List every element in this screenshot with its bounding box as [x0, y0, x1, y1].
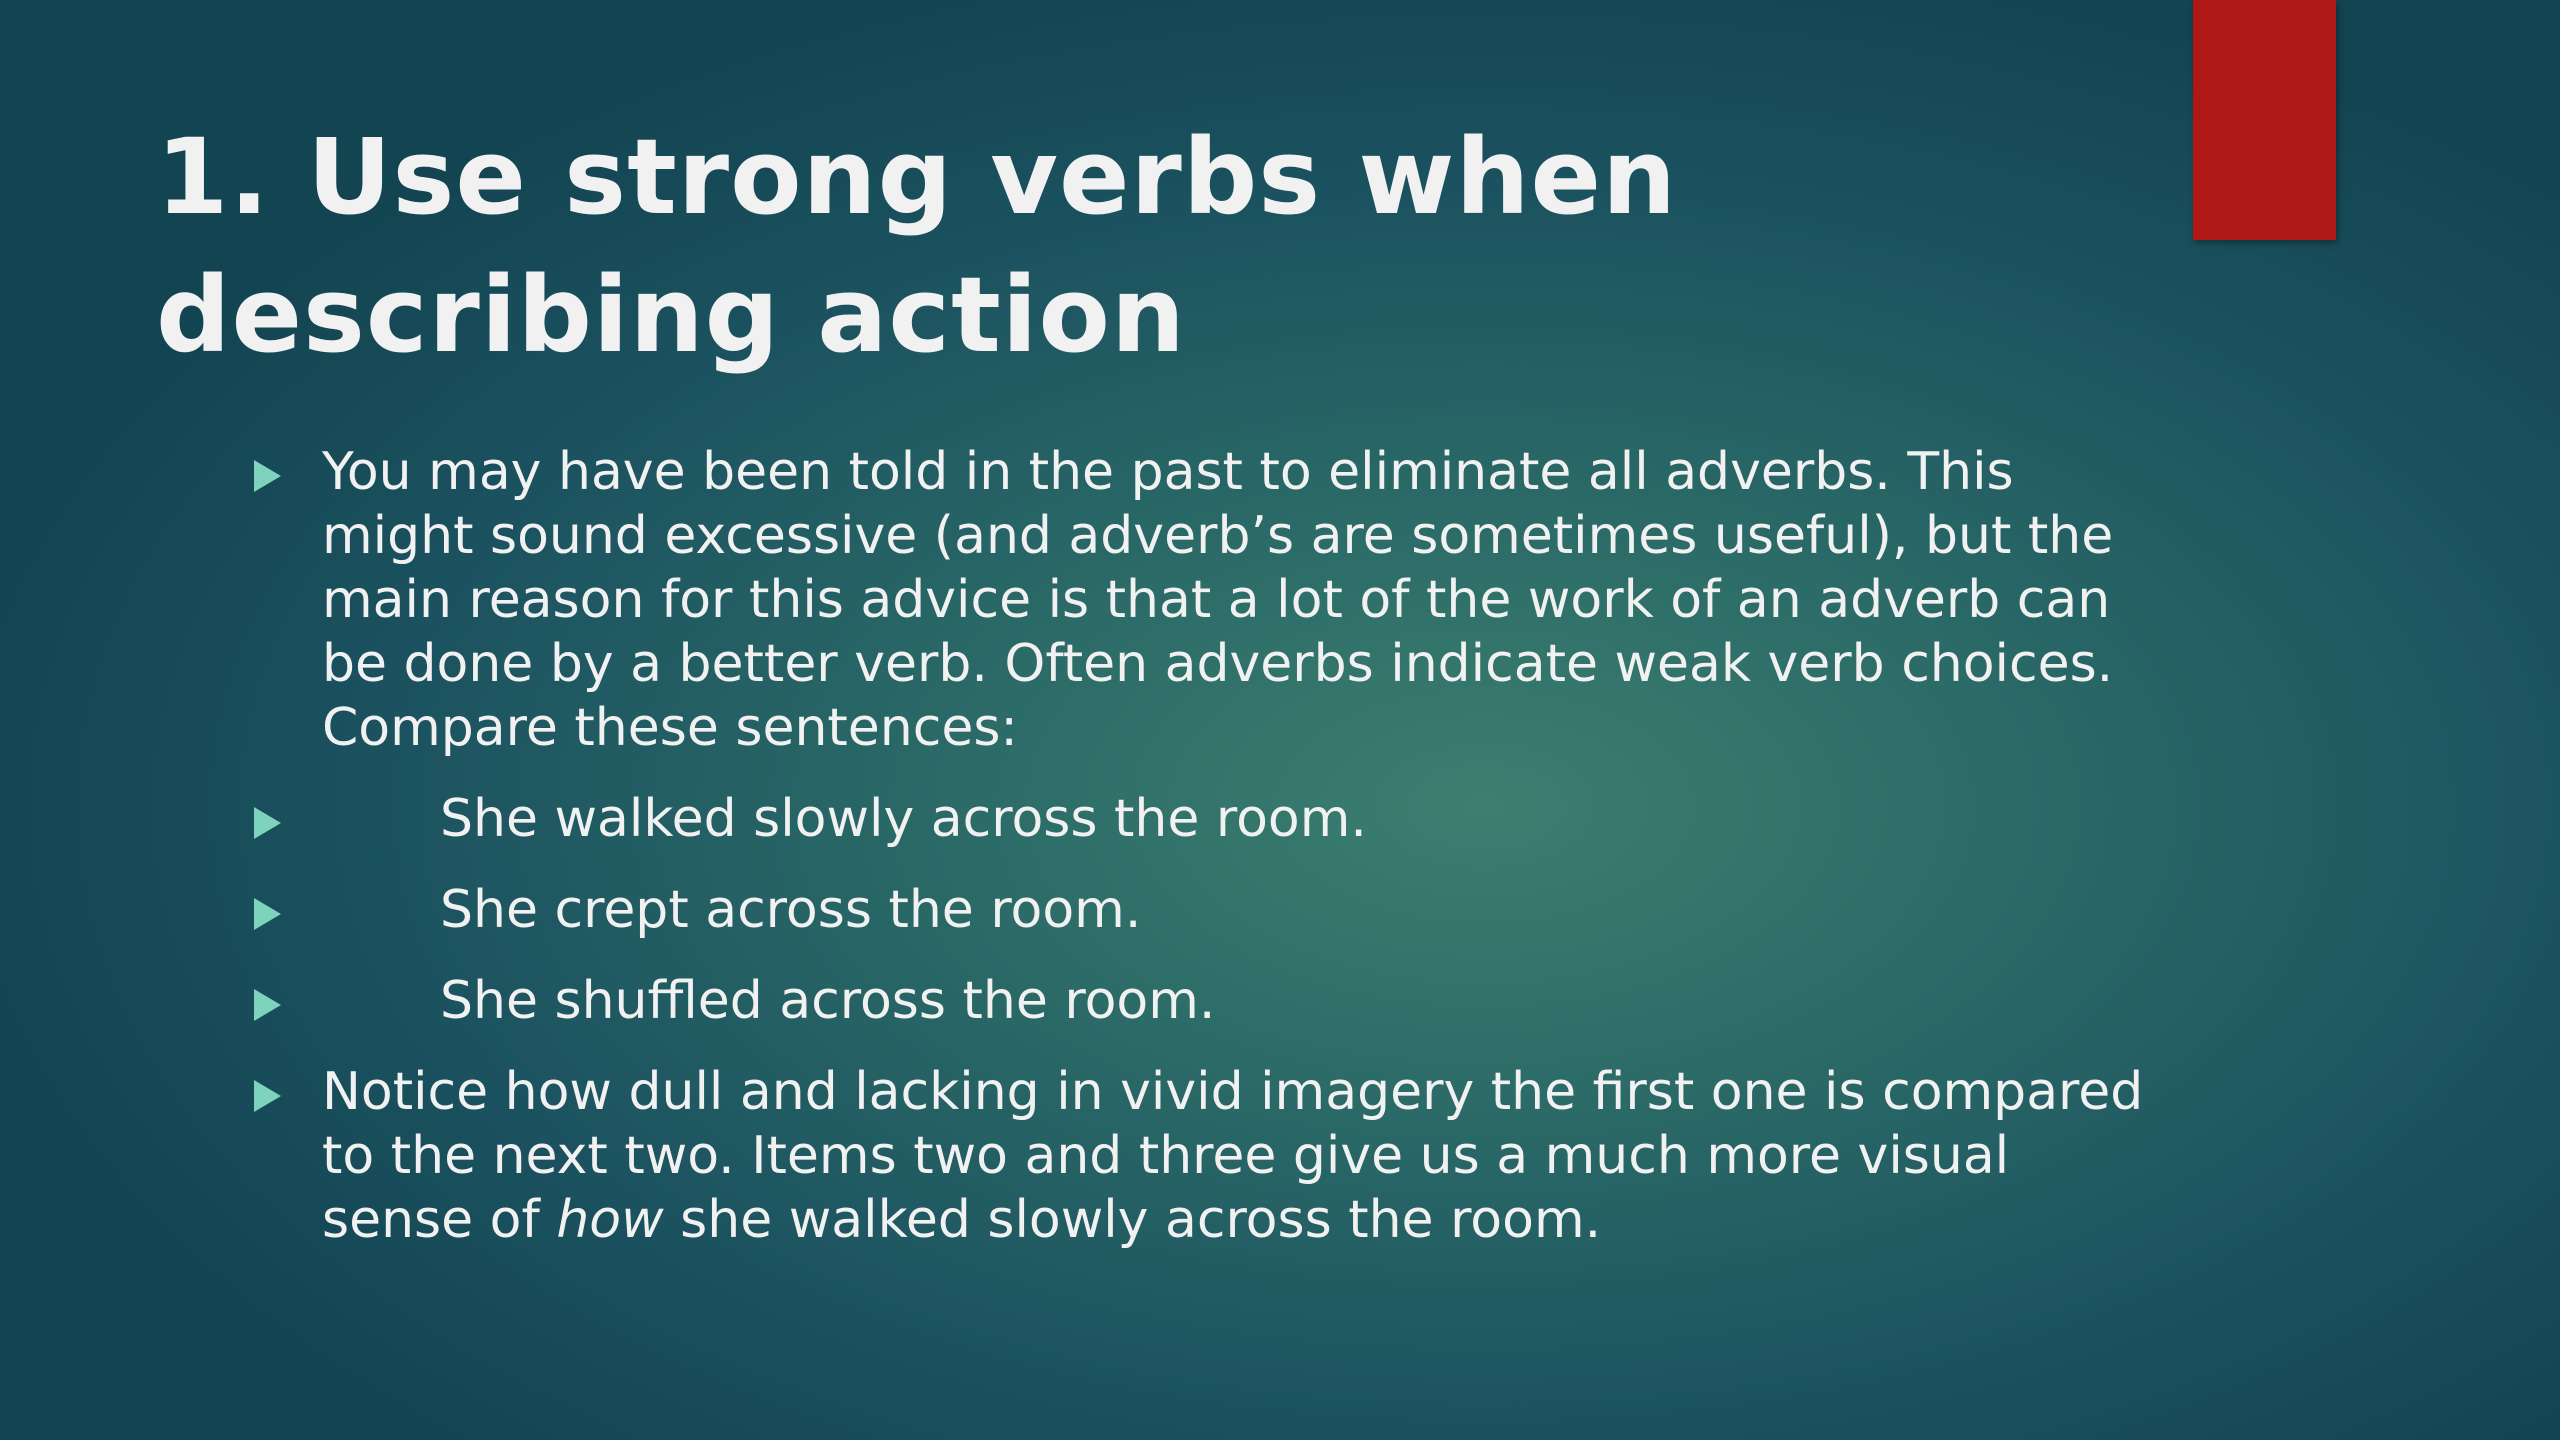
example-sentence: She shuffled across the room. [440, 971, 1216, 1031]
slide-title: 1. Use strong verbs when describing action [156, 116, 1678, 376]
bullet-text-part: she walked slowly across the room. [663, 1190, 1602, 1250]
bullet-arrow-icon [254, 460, 281, 492]
bullet-text: You may have been told in the past to eliminate all adverbs. This might sound excessive (and adverb’s are sometimes useful), but the main reason for this advice is that a lot of the work of an adverb can be done by a better verb. Often adverbs indicate weak verb choices. Compare these sentences: [322, 442, 2114, 758]
bullet-arrow-icon [254, 807, 281, 839]
bullet-item [250, 787, 2150, 851]
bullet-item [250, 440, 2150, 760]
bullet-item [250, 878, 2150, 942]
example-sentence: She walked slowly across the room. [440, 789, 1367, 849]
example-sentence: She crept across the room. [440, 880, 1142, 940]
bullet-list [250, 440, 2150, 1279]
bullet-arrow-icon [254, 989, 281, 1021]
bullet-item [250, 969, 2150, 1033]
bullet-arrow-icon [254, 1080, 281, 1112]
emphasis-text: how [556, 1190, 664, 1250]
accent-bar [2193, 0, 2336, 240]
bullet-arrow-icon [254, 898, 281, 930]
bullet-item [250, 1060, 2150, 1252]
bullet-text-part: Notice how dull and lacking in vivid imagery the first one is compared to the next two. Items two and three give us a much more visual sense of [322, 1062, 2144, 1250]
